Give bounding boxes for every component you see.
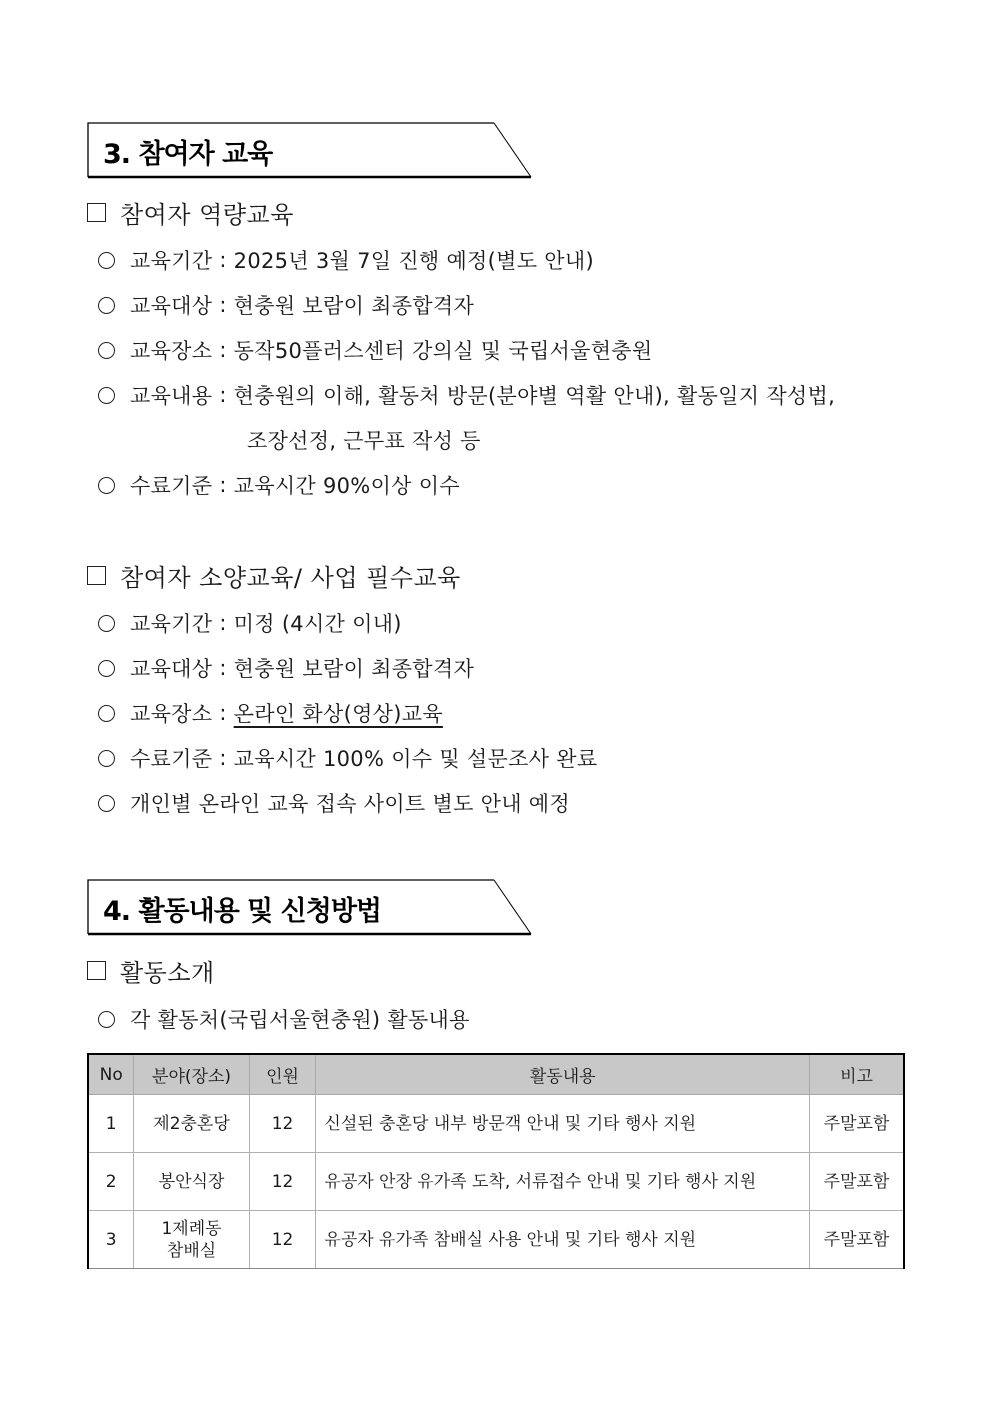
cell-people: 12 [249,1095,316,1153]
item-continuation: 조장선정, 근무표 작성 등 [247,429,481,453]
cell-people: 12 [249,1153,316,1211]
group-heading-text: 참여자 역량교육 [120,201,294,229]
col-header-people: 인원 [249,1054,316,1095]
list-item [98,290,474,320]
item-label: 교육대상 [130,657,213,681]
item-label: 교육장소 [130,339,213,363]
list-item [98,335,652,365]
list-item [98,470,460,500]
cell-field: 제2충혼당 [134,1095,249,1153]
square-bullet-icon [87,961,106,980]
list-item [98,653,474,683]
circle-bullet-icon [98,477,115,494]
group-heading-text: 활동소개 [120,959,215,987]
table-row [88,1095,904,1153]
item-separator: : [212,611,234,635]
circle-bullet-icon [98,387,115,404]
circle-bullet-icon [98,750,115,767]
cell-note: 주말포함 [810,1211,904,1269]
circle-bullet-icon [98,1011,115,1028]
circle-bullet-icon [98,297,115,314]
item-separator: : [212,293,234,317]
list-item [98,245,594,275]
cell-no: 1 [88,1095,134,1153]
cell-note: 주말포함 [810,1095,904,1153]
item-value: 2025년 3월 7일 진행 예정(별도 안내) [233,249,594,273]
list-item [98,698,455,728]
item-value: 동작50플러스센터 강의실 및 국립서울현충원 [233,339,653,363]
item-value: 미정 (4시간 이내) [233,612,402,636]
section-4-header [87,879,532,935]
item-separator: : [212,248,234,272]
cell-activity: 신설된 충혼당 내부 방문객 안내 및 기타 행사 지원 [316,1095,810,1153]
cell-activity: 유공자 유가족 참배실 사용 안내 및 기타 행사 지원 [316,1211,810,1269]
item-label: 교육내용 [130,384,213,408]
cell-note: 주말포함 [810,1153,904,1211]
cell-field: 봉안식장 [134,1153,249,1211]
item-label: 교육기간 [130,612,213,636]
list-item [98,788,570,818]
section-4-title: 4. 활동내용 및 신청방법 [103,896,381,927]
group-heading-required-training [87,558,461,593]
col-header-no: No [88,1054,134,1095]
col-header-note: 비고 [810,1054,904,1095]
item-separator: : [212,338,234,362]
circle-bullet-icon [98,795,115,812]
group-heading-activity-intro [87,953,215,988]
group-heading-text: 참여자 소양교육/ 사업 필수교육 [120,564,461,592]
col-header-field: 분야(장소) [134,1054,249,1095]
item-text: 개인별 온라인 교육 접속 사이트 별도 안내 예정 [130,792,570,816]
list-item [98,1004,470,1034]
cell-field [134,1211,249,1269]
cell-people: 12 [249,1211,316,1269]
item-value: 현충원 보람이 최종합격자 [233,657,475,681]
cell-activity: 유공자 안장 유가족 도착, 서류접수 안내 및 기타 행사 지원 [316,1153,810,1211]
group-heading-capacity-training [87,195,294,230]
list-item [98,743,597,773]
item-label: 수료기준 [130,747,213,771]
square-bullet-icon [87,203,106,222]
cell-no: 2 [88,1153,134,1211]
cell-field-line1: 1제례동 [161,1218,222,1239]
table-row [88,1153,904,1211]
item-value: 현충원 보람이 최종합격자 [233,294,475,318]
square-bullet-icon [87,566,106,585]
circle-bullet-icon [98,252,115,269]
item-label: 교육장소 [130,702,213,726]
item-separator: : [212,473,234,497]
item-separator: : [212,746,234,770]
item-value: 현충원의 이해, 활동처 방문(분야별 역활 안내), 활동일지 작성법, [233,384,836,408]
cell-no: 3 [88,1211,134,1269]
item-separator: : [212,656,234,680]
activity-table [87,1053,905,1269]
table-header-row [88,1054,904,1095]
item-label: 수료기준 [130,474,213,498]
circle-bullet-icon [98,660,115,677]
list-item [98,380,835,410]
item-label: 교육대상 [130,294,213,318]
col-header-activity: 활동내용 [316,1054,810,1095]
item-text: 각 활동처(국립서울현충원) 활동내용 [130,1008,470,1032]
section-3-title: 3. 참여자 교육 [103,139,273,170]
section-3-header [87,122,532,178]
item-separator: : [212,701,234,725]
list-item [98,608,402,638]
item-value-underlined: 온라인 화상(영상)교육 [233,702,443,726]
item-label: 교육기간 [130,249,213,273]
table-row [88,1211,904,1269]
item-value: 교육시간 100% 이수 및 설문조사 완료 [233,747,598,771]
circle-bullet-icon [98,615,115,632]
circle-bullet-icon [98,342,115,359]
item-separator: : [212,383,234,407]
cell-field-line2: 참배실 [166,1240,217,1261]
circle-bullet-icon [98,705,115,722]
item-value: 교육시간 90%이상 이수 [233,474,460,498]
